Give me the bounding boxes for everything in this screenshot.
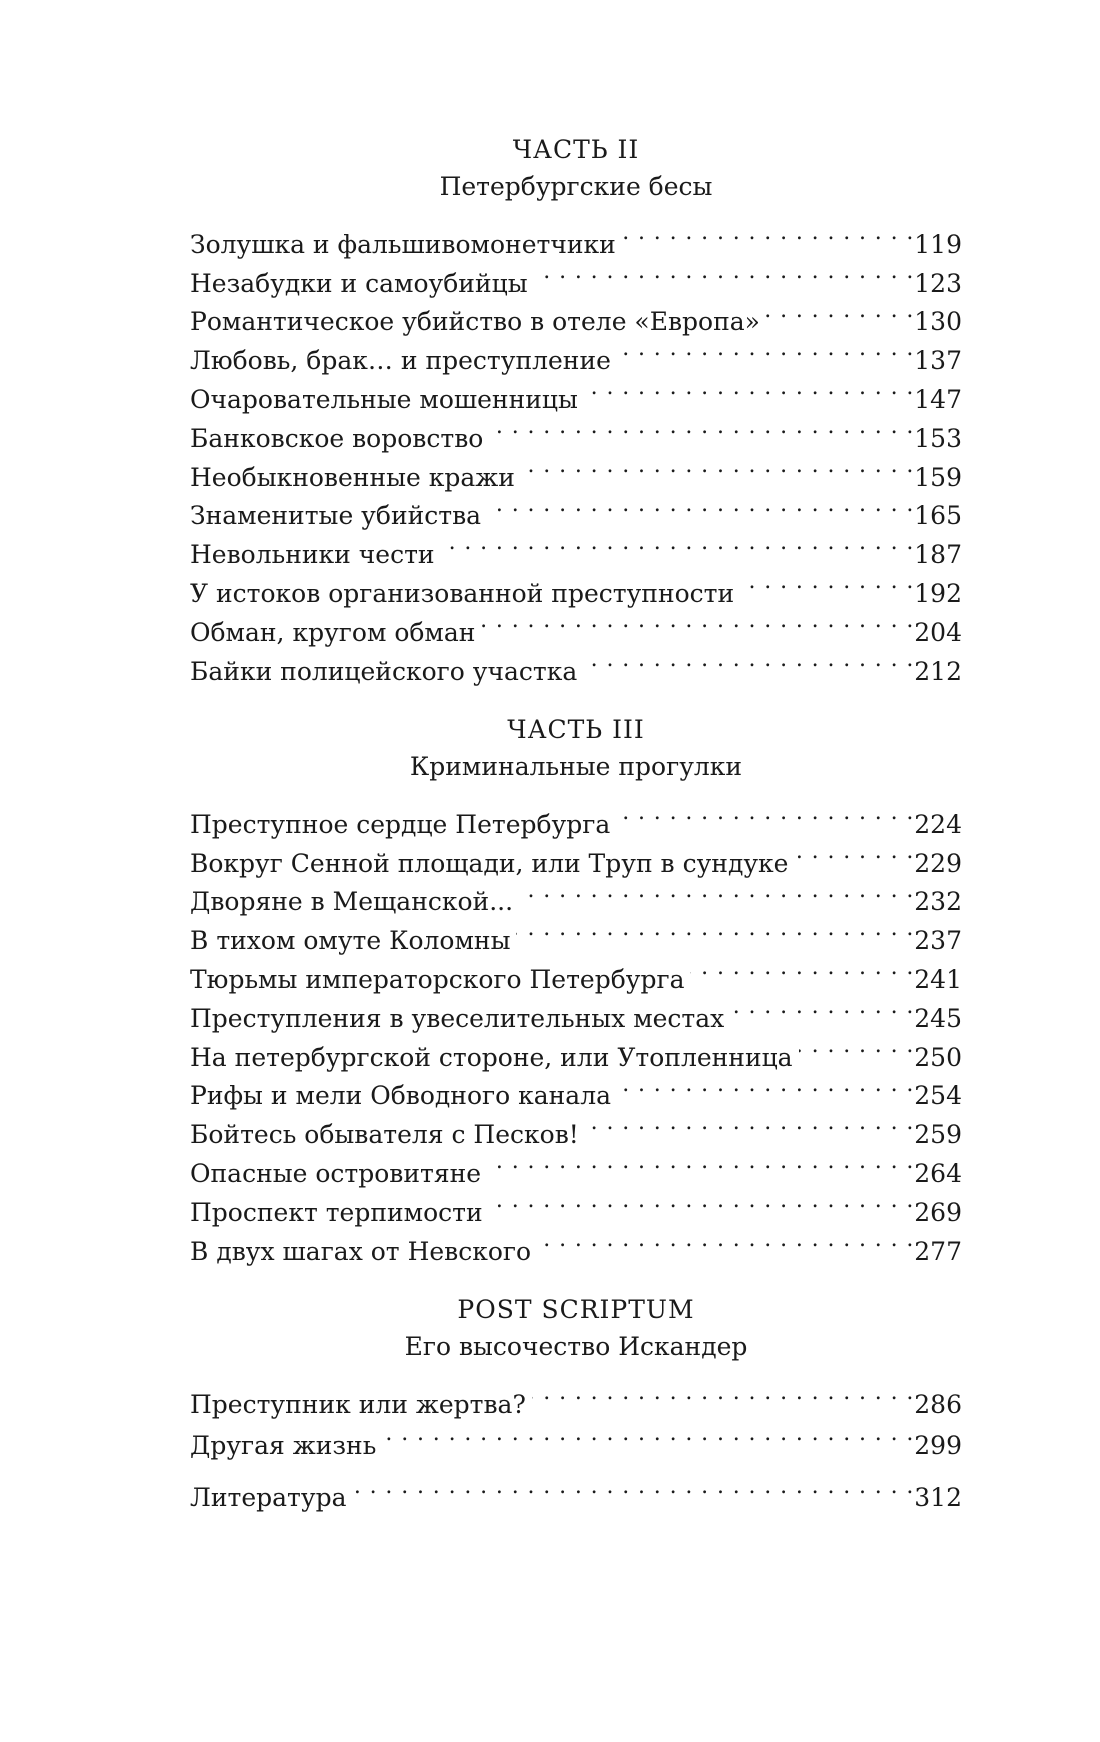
dot-leader xyxy=(487,1143,914,1182)
entry-title: Любовь, брак… и преступление xyxy=(190,346,611,376)
dot-leader xyxy=(740,563,914,602)
dot-leader xyxy=(481,602,914,641)
entry-page-number: 269 xyxy=(914,1197,962,1227)
dot-leader xyxy=(532,1374,914,1413)
dot-leader xyxy=(799,1027,915,1066)
entry-title: На петербургской стороне, или Утопленница xyxy=(190,1042,793,1072)
entry-page-number: 212 xyxy=(914,656,962,686)
dot-leader xyxy=(583,641,914,680)
entry-title: Вокруг Сенной площади, или Труп в сундуке xyxy=(190,848,789,878)
dot-leader xyxy=(585,1104,914,1143)
toc-entry[interactable] xyxy=(190,1374,962,1419)
entry-page-number: 153 xyxy=(914,423,962,453)
part-title: ЧАСТЬ II xyxy=(512,135,640,164)
entry-title: Другая жизнь xyxy=(190,1430,377,1460)
entry-title: Байки полицейского участка xyxy=(190,656,578,686)
dot-leader xyxy=(617,1066,914,1105)
toc-entries xyxy=(190,794,962,1266)
dot-leader xyxy=(766,292,914,331)
entry-title: Романтическое убийство в отеле «Европа» xyxy=(190,307,760,337)
dot-leader xyxy=(622,214,914,253)
dot-leader xyxy=(690,949,914,988)
entry-page-number: 241 xyxy=(914,964,962,994)
dot-leader xyxy=(353,1468,915,1507)
toc-entries xyxy=(190,1374,962,1513)
entry-page-number: 299 xyxy=(914,1430,962,1460)
entry-page-number: 224 xyxy=(914,809,962,839)
entry-page-number: 259 xyxy=(914,1120,962,1150)
toc-entries xyxy=(190,214,962,686)
dot-leader xyxy=(516,910,914,949)
entry-title: Обман, кругом обман xyxy=(190,617,476,647)
entry-title: Необыкновенные кражи xyxy=(190,462,515,492)
entry-title: Незабудки и самоубийцы xyxy=(190,268,528,298)
dot-leader xyxy=(537,1221,914,1260)
entry-page-number: 204 xyxy=(914,617,962,647)
toc-entry[interactable] xyxy=(190,214,962,259)
entry-title: Бойтесь обывателя с Песков! xyxy=(190,1120,579,1150)
entry-page-number: 254 xyxy=(914,1081,962,1111)
entry-title: У истоков организованной преступности xyxy=(190,578,735,608)
toc-section-post-scriptum xyxy=(190,1292,962,1513)
entry-page-number: 119 xyxy=(914,229,962,259)
entry-page-number: 137 xyxy=(914,346,962,376)
entry-page-number: 130 xyxy=(914,307,962,337)
dot-leader xyxy=(521,447,914,486)
entry-title: Преступления в увеселительных местах xyxy=(190,1003,725,1033)
entry-title: Преступник или жертва? xyxy=(190,1389,526,1419)
entry-page-number: 187 xyxy=(914,540,962,570)
entry-page-number: 264 xyxy=(914,1158,962,1188)
dot-leader xyxy=(487,486,914,525)
entry-page-number: 165 xyxy=(914,501,962,531)
part-subtitle: Петербургские бесы xyxy=(439,172,713,201)
entry-title: Очаровательные мошенницы xyxy=(190,384,578,414)
entry-title: Тюрьмы императорского Петербурга xyxy=(190,964,685,994)
dot-leader xyxy=(616,794,914,833)
toc-section-part-3 xyxy=(190,712,962,1266)
dot-leader xyxy=(441,524,915,563)
entry-page-number: 123 xyxy=(914,268,962,298)
entry-page-number: 229 xyxy=(914,848,962,878)
dot-leader xyxy=(519,872,914,911)
entry-page-number: 250 xyxy=(914,1042,962,1072)
dot-leader xyxy=(489,408,914,447)
entry-title: Золушка и фальшивомонетчики xyxy=(190,229,616,259)
entry-page-number: 232 xyxy=(914,887,962,917)
dot-leader xyxy=(794,833,914,872)
entry-title: Рифы и мели Обводного канала xyxy=(190,1081,611,1111)
toc-entry[interactable] xyxy=(190,794,962,839)
part-subtitle: Его высочество Искандер xyxy=(404,1332,748,1361)
entry-page-number: 237 xyxy=(914,926,962,956)
entry-page-number: 286 xyxy=(914,1389,962,1419)
entry-page-number: 245 xyxy=(914,1003,962,1033)
entry-title: Литература xyxy=(190,1483,347,1513)
entry-page-number: 277 xyxy=(914,1236,962,1266)
entry-title: В двух шагах от Невского xyxy=(190,1236,532,1266)
part-title: POST SCRIPTUM xyxy=(457,1295,695,1324)
entry-title: Банковское воровство xyxy=(190,423,484,453)
entry-page-number: 147 xyxy=(914,384,962,414)
entry-page-number: 159 xyxy=(914,462,962,492)
entry-title: В тихом омуте Коломны xyxy=(190,926,511,956)
dot-leader xyxy=(730,988,914,1027)
part-title: ЧАСТЬ III xyxy=(507,715,645,744)
dot-leader xyxy=(382,1415,914,1454)
dot-leader xyxy=(584,369,914,408)
entry-title: Опасные островитяне xyxy=(190,1158,482,1188)
part-subtitle: Криминальные прогулки xyxy=(409,752,743,781)
toc-entry-literature[interactable] xyxy=(190,1468,962,1513)
dot-leader xyxy=(617,330,914,369)
entry-title: Проспект терпимости xyxy=(190,1197,483,1227)
dot-leader xyxy=(534,253,915,292)
entry-title: Знаменитые убийства xyxy=(190,501,482,531)
entry-page-number: 312 xyxy=(914,1483,962,1513)
dot-leader xyxy=(489,1182,915,1221)
toc-section-part-2 xyxy=(190,132,962,686)
entry-title: Дворяне в Мещанской... xyxy=(190,887,514,917)
entry-page-number: 192 xyxy=(914,578,962,608)
entry-title: Невольники чести xyxy=(190,540,435,570)
entry-title: Преступное сердце Петербурга xyxy=(190,809,611,839)
